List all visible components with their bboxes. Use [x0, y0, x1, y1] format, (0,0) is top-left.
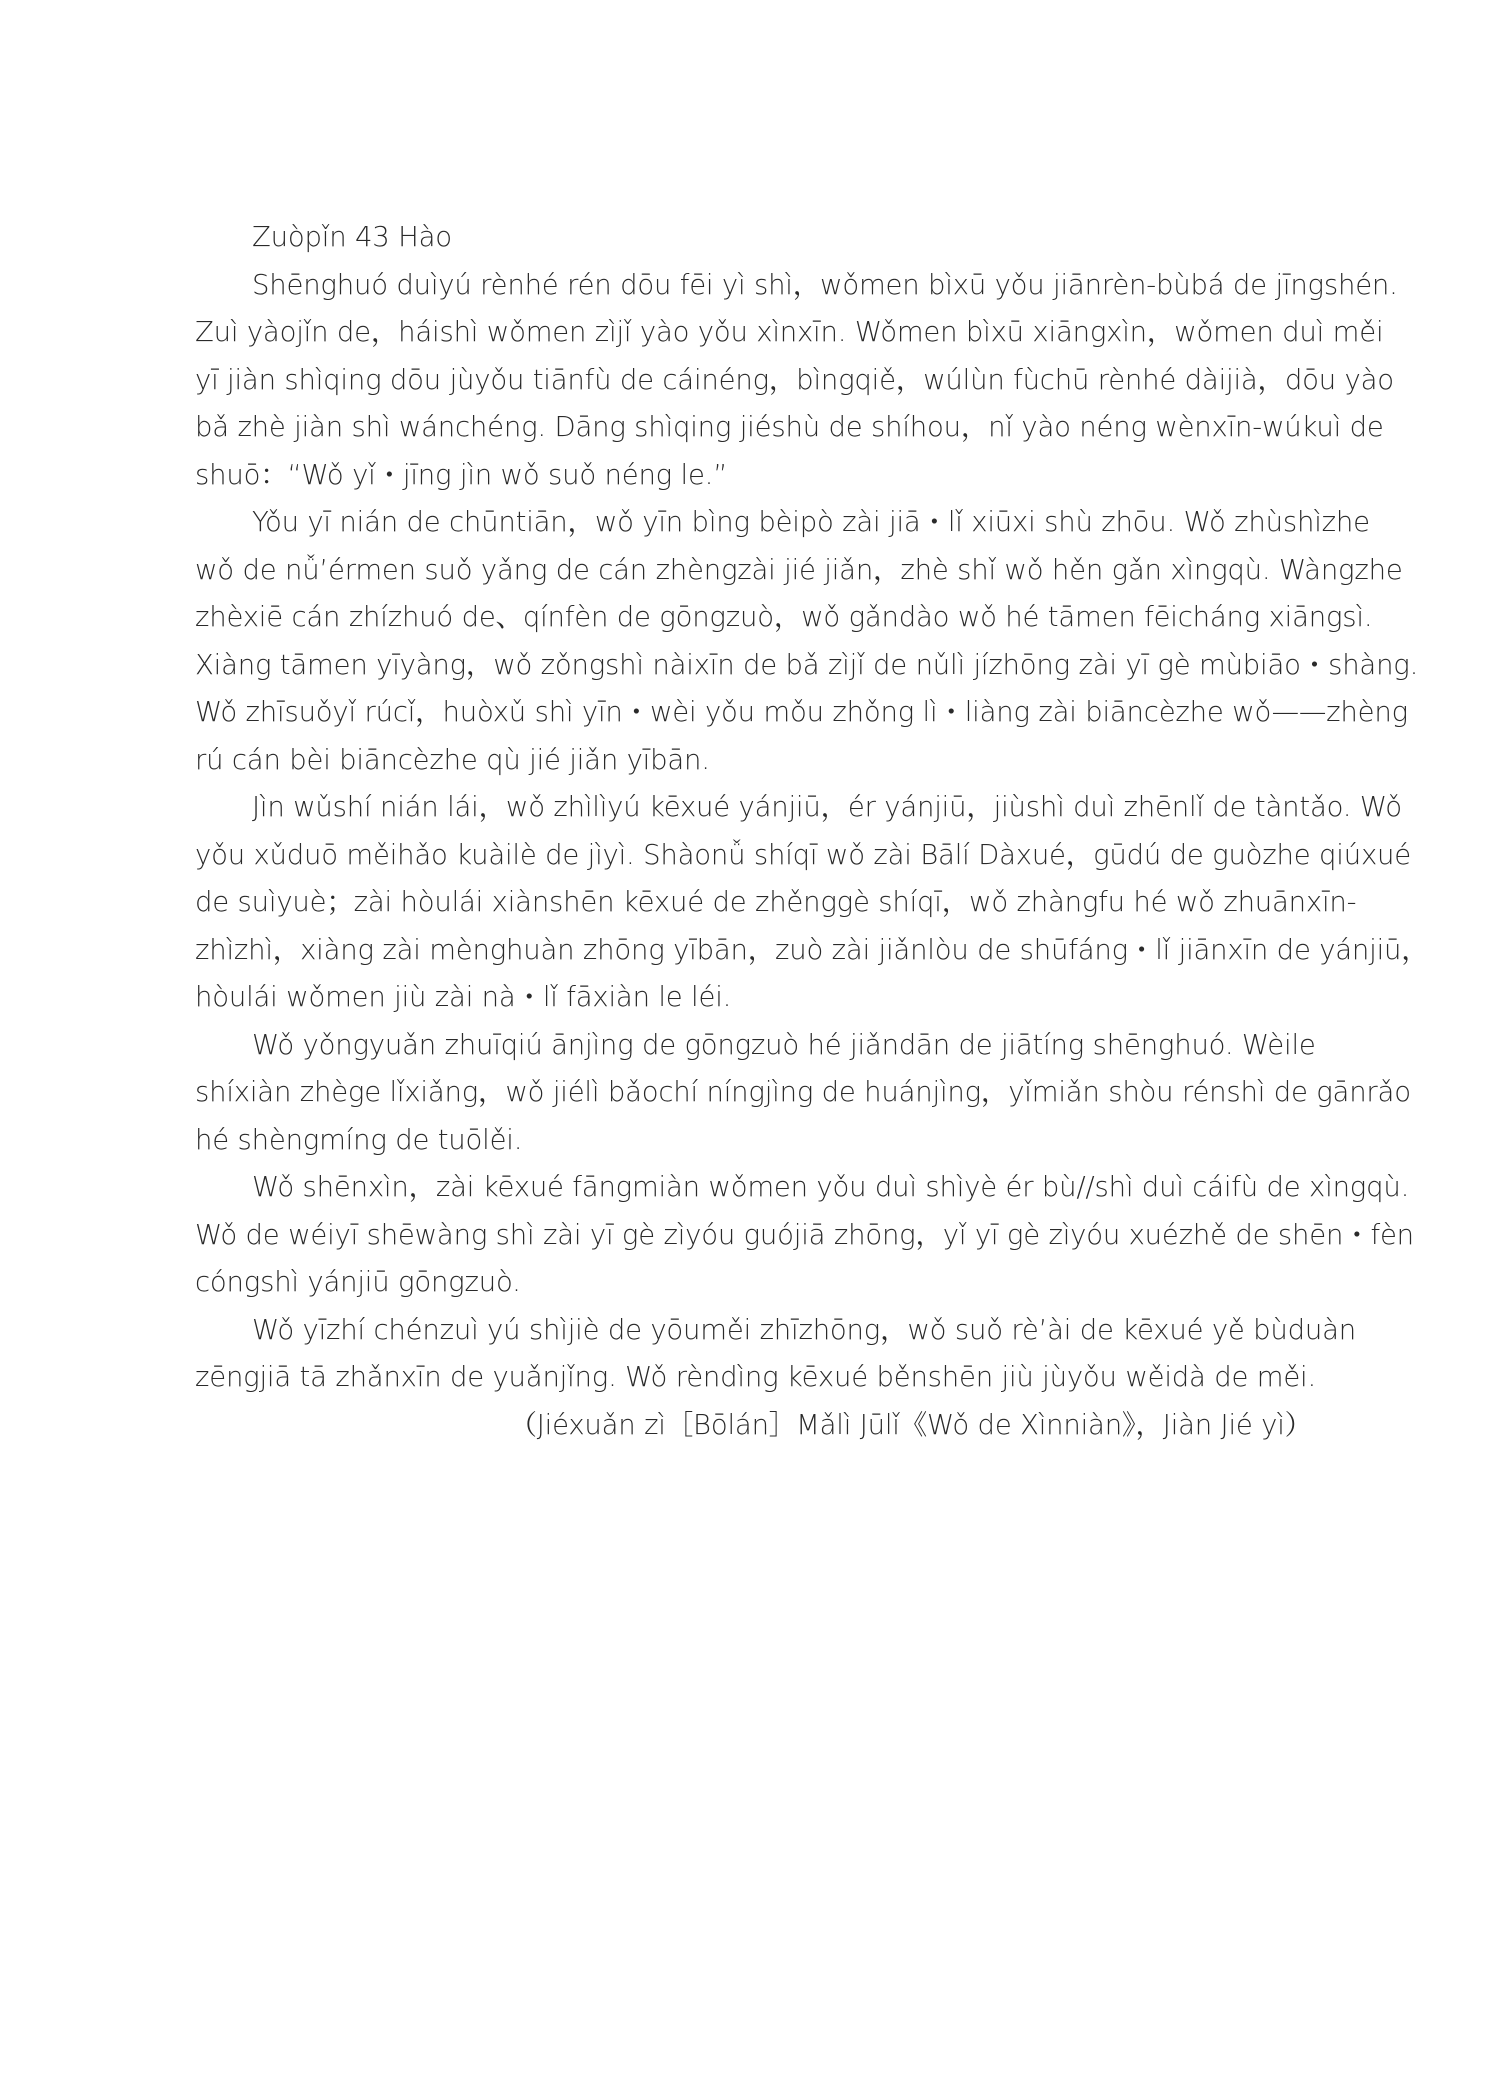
paragraph-line: yī jiàn shìqing dōu jùyǒu tiānfù de cáinéng，bìngqiě，wúlùn fùchū rènhé dàijià，dōu yào — [195, 363, 1394, 396]
paragraph-line: Yǒu yī nián de chūntiān，wǒ yīn bìng bèipò zài jiā・lǐ xiūxi shù zhōu. Wǒ zhùshìzhe — [252, 506, 1370, 538]
article-body — [195, 214, 1429, 1449]
paragraph-line: Zuì yàojǐn de，háishì wǒmen zìjǐ yào yǒu xìnxīn. Wǒmen bìxū xiāngxìn，wǒmen duì měi — [195, 316, 1384, 348]
paragraph-line: shíxiàn zhège lǐxiǎng，wǒ jiélì bǎochí níngjìng de huánjìng，yǐmiǎn shòu rénshì de gānrǎo — [195, 1076, 1411, 1108]
paragraph-line: Wǒ shēnxìn，zài kēxué fāngmiàn wǒmen yǒu duì shìyè ér bù//shì duì cáifù de xìngqù. — [252, 1171, 1410, 1203]
paragraph-line: Xiàng tāmen yīyàng，wǒ zǒngshì nàixīn de bǎ zìjǐ de nǔlì jízhōng zài yī gè mùbiāo・shàng. — [195, 648, 1419, 681]
paragraph-line: shuō：“Wǒ yǐ・jīng jìn wǒ suǒ néng le.” — [195, 458, 728, 491]
document-title: Zuòpǐn 43 Hào — [252, 221, 452, 253]
source-citation: （Jiéxuǎn zì［Bōlán］Mǎlì Jūlǐ《Wǒ de Xìnniàn》，Jiàn Jié yì） — [509, 1408, 1312, 1441]
paragraph-line: rú cán bèi biāncèzhe qù jié jiǎn yībān. — [195, 743, 710, 776]
paragraph-line: bǎ zhè jiàn shì wánchéng. Dāng shìqing jiéshù de shíhou，nǐ yào néng wènxīn-wúkuì de — [195, 411, 1384, 443]
paragraph-line: Wǒ zhīsuǒyǐ rúcǐ，huòxǔ shì yīn・wèi yǒu mǒu zhǒng lì・liàng zài biāncèzhe wǒ——zhèng — [195, 696, 1408, 728]
paragraph — [195, 1164, 1414, 1307]
paragraph — [195, 1307, 1357, 1402]
paragraph — [195, 1022, 1411, 1165]
paragraph-line: zhìzhì，xiàng zài mènghuàn zhōng yībān，zuò zài jiǎnlòu de shūfáng・lǐ jiānxīn de yánjiū， — [195, 933, 1429, 966]
paragraph — [195, 499, 1419, 784]
paragraph-line: zhèxiē cán zhízhuó de、qínfèn de gōngzuò，wǒ gǎndào wǒ hé tāmen fēicháng xiāngsì. — [195, 601, 1373, 633]
paragraph-line: cóngshì yánjiū gōngzuò. — [195, 1266, 521, 1298]
paragraph-line: wǒ de nǚ’érmen suǒ yǎng de cán zhèngzài jié jiǎn，zhè shǐ wǒ hěn gǎn xìngqù. Wàngzhe — [195, 553, 1403, 586]
paragraph-line: hòulái wǒmen jiù zài nà・lǐ fāxiàn le léi. — [195, 981, 732, 1013]
paragraph-line: Wǒ yīzhí chénzuì yú shìjiè de yōuměi zhīzhōng，wǒ suǒ rè’ài de kēxué yě bùduàn — [252, 1313, 1357, 1346]
paragraph-line: Wǒ yǒngyuǎn zhuīqiú ānjìng de gōngzuò hé jiǎndān de jiātíng shēnghuó. Wèile — [252, 1028, 1316, 1061]
paragraph-line: hé shèngmíng de tuōlěi. — [195, 1123, 523, 1156]
paragraph-line: de suìyuè；zài hòulái xiànshēn kēxué de zhěnggè shíqī，wǒ zhàngfu hé wǒ zhuānxīn- — [195, 886, 1357, 918]
paragraph — [195, 784, 1429, 1022]
paragraph-line: Wǒ de wéiyī shēwàng shì zài yī gè zìyóu guójiā zhōng，yǐ yī gè zìyóu xuézhě de shēn・fèn — [195, 1218, 1414, 1251]
paragraph-line: Jìn wǔshí nián lái，wǒ zhìlìyú kēxué yánjiū，ér yánjiū，jiùshì duì zhēnlǐ de tàntǎo. Wǒ — [252, 791, 1402, 823]
paragraph-line: Shēnghuó duìyú rènhé rén dōu fēi yì shì，wǒmen bìxū yǒu jiānrèn-bùbá de jīngshén. — [252, 268, 1398, 301]
paragraph-line: zēngjiā tā zhǎnxīn de yuǎnjǐng. Wǒ rèndìng kēxué běnshēn jiù jùyǒu wěidà de měi. — [195, 1361, 1317, 1393]
paragraph — [195, 262, 1398, 500]
paragraph-line: yǒu xǔduō měihǎo kuàilè de jìyì. Shàonǚ shíqī wǒ zài Bālí Dàxué，gūdú de guòzhe qiúxué — [195, 838, 1411, 871]
